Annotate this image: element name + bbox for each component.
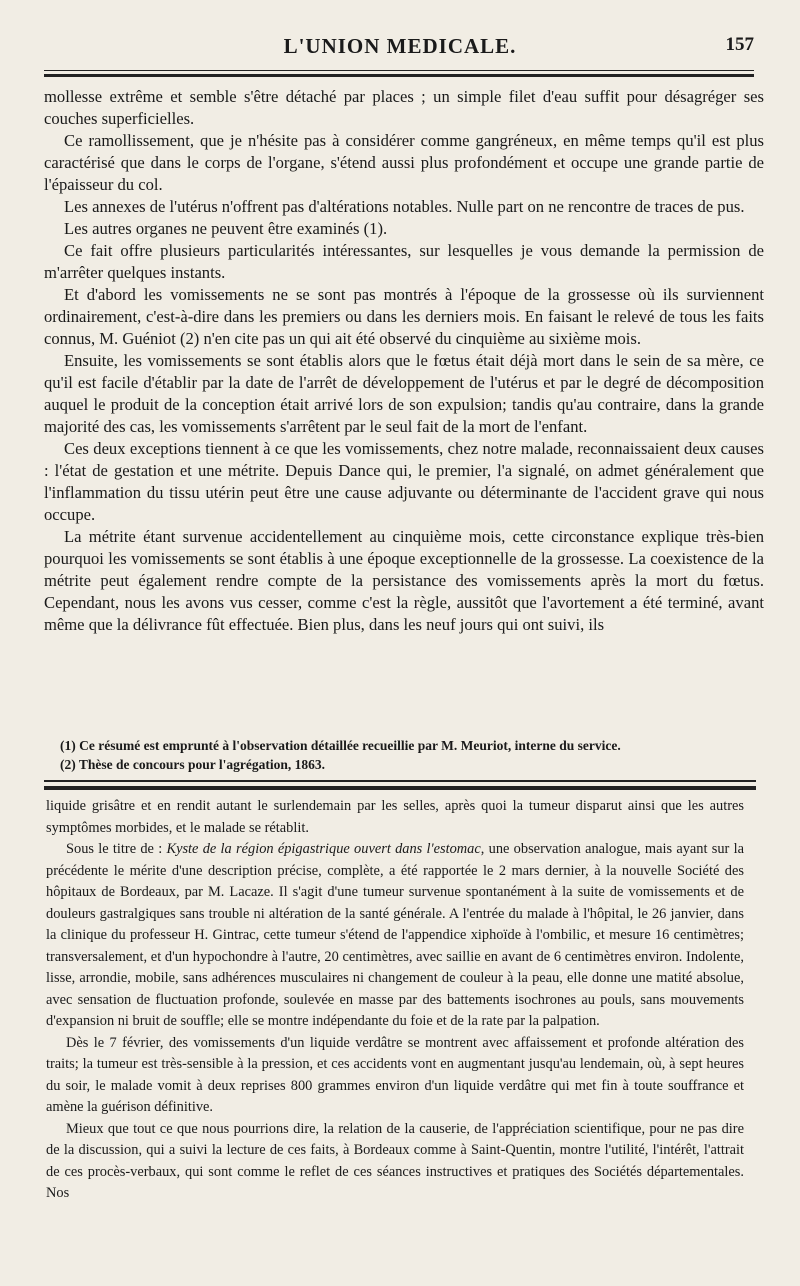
paragraph: Les autres organes ne peuvent être examinés (1). [64, 219, 388, 238]
footnote: (2) Thèse de concours pour l'agrégation, 1863. [60, 757, 325, 772]
paragraph: Dès le 7 février, des vomissements d'un liquide verdâtre se montrent avec affaissement et profonde altération des traits; la tumeur est très-sensible à la pression, et ces accidents vont en augmentant jusqu'au lendemain, où, à sept heures du soir, le malade vomit à deux reprises 800 grammes environ d'un liquide verdâtre qui met fin à toute souffrance et amène la guérison définitive. [46, 1034, 744, 1115]
page-header [46, 34, 754, 64]
section-rule [44, 780, 756, 782]
paragraph: Ce ramollissement, que je n'hésite pas à considérer comme gangréneux, en même temps qu'il est plus caractérisé que dans le corps de l'organe, s'étend aussi plus profondément et occupe une grande partie de l'épaisseur du col. [44, 131, 764, 194]
running-title: L'UNION MEDICALE. [283, 34, 517, 58]
footnote: (1) Ce résumé est emprunté à l'observation détaillée recueillie par M. Meuriot, interne du service. [60, 738, 621, 753]
header-rule [44, 70, 754, 71]
text-run: , une observation analogue, mais ayant sur la précédente le mérite d'une description précise, complète, a été rapportée le 2 mars dernier, à la nouvelle Société des hôpitaux de Bordeaux, par M. Lacaze. Il s'agit d'une tumeur survenue spontanément à la suite de vomissements et de douleurs gastralgiques sans trouble ni altération de la santé générale. A l'entrée du malade à l'hôpital, le 26 janvier, dans la clinique du professeur H. Gintrac, cette tumeur s'étend de l'appendice xiphoïde à l'ombilic, et mesure 16 centimètres; transversalement, et d'un hypochondre à l'autre, 20 centimètres, avec saillie en avant de 6 centimètres environ. Indolente, lisse, arrondie, mobile, sans adhérences musculaires ni changement de couleur à la peau, elle donne une matité absolue, avec sensation de fluctuation profonde, soulevée en masse par des battements isochrones au pouls, sans mouvements d'expansion ni bruit de souffle; elle se montre indépendante du foie et de la rate par la palpation. [46, 841, 745, 1029]
paragraph: Ce fait offre plusieurs particularités intéressantes, sur lesquelles je vous demande la permission de m'arrêter quelques instants. [44, 241, 764, 282]
paragraph: La métrite étant survenue accidentellement au cinquième mois, cette circonstance explique très-bien pourquoi les vomissements se sont établis à une époque exceptionnelle de la grossesse. La coexistence de la métrite peut également rendre compte de la persistance des vomissements après la mort du fœtus. Cependant, nous les avons vus cesser, comme c'est la règle, aussitôt que l'avortement a été terminé, avant même que la délivrance fût effectuée. Bien plus, dans les neuf jours qui ont suivi, ils [44, 527, 764, 634]
text-run: Sous le titre de : [66, 841, 167, 857]
paragraph [46, 839, 744, 1033]
paragraph: Les annexes de l'utérus n'offrent pas d'altérations notables. Nulle part on ne rencontre de traces de pus. [64, 197, 745, 216]
section-rule-thick [44, 786, 756, 790]
paragraph: Mieux que tout ce que nous pourrions dire, la relation de la causerie, de l'appréciation scientifique, pour ne pas dire de la discussion, qui a suivi la lecture de ces faits, à Bordeaux comme à Saint-Quentin, montre l'utilité, l'intérêt, l'attrait de ces procès-verbaux, qui sont comme le reflet de ces séances instructives et pratiques des Sociétés départementales. Nos [46, 1120, 744, 1201]
paragraph: Et d'abord les vomissements ne se sont pas montrés à l'époque de la grossesse où ils surviennent ordinairement, c'est-à-dire dans les premiers ou dans les derniers mois. En faisant le relevé de tous les faits connus, M. Guéniot (2) n'en cite pas un qui ait été observé du cinquième au sixième mois. [44, 285, 764, 348]
page-number: 157 [725, 34, 754, 55]
footnotes [44, 736, 764, 774]
second-text [46, 796, 744, 1205]
paragraph: mollesse extrême et semble s'être détaché par places ; un simple filet d'eau suffit pour désagréger ses couches superficielles. [44, 87, 764, 128]
header-rule-thick [44, 74, 754, 77]
main-text [44, 86, 764, 636]
paragraph: Ces deux exceptions tiennent à ce que les vomissements, chez notre malade, reconnaissaient deux causes : l'état de gestation et une métrite. Depuis Dance qui, le premier, l'a signalé, on admet généralement que l'inflammation du tissu utérin peut être une cause adjuvante ou déterminante de l'accident grave qui nous occupe. [44, 439, 764, 524]
italic-title: Kyste de la région épigastrique ouvert dans l'estomac [166, 841, 481, 857]
paragraph: liquide grisâtre et en rendit autant le surlendemain par les selles, après quoi la tumeur disparut ainsi que les autres symptômes morbides, et le malade se rétablit. [46, 798, 744, 836]
paragraph: Ensuite, les vomissements se sont établis alors que le fœtus était déjà mort dans le sein de sa mère, ce qu'il est facile d'établir par la date de l'arrêt de développement de l'utérus et par le degré de décomposition auquel le produit de la conception était arrivé lors de son expulsion; tandis qu'au contraire, dans la grande majorité des cas, les vomissements s'arrêtent par le seul fait de la mort de l'enfant. [44, 351, 764, 436]
